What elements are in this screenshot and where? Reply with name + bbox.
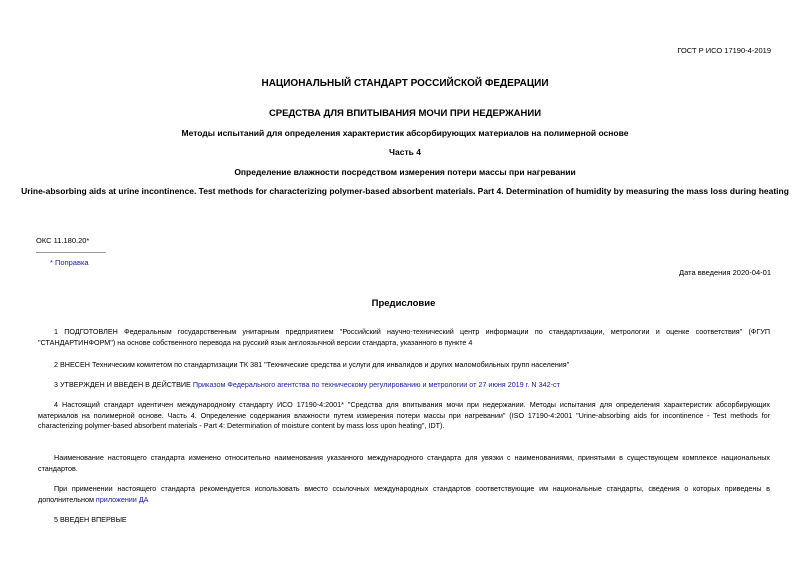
paragraph-text: При применении настоящего стандарта рекомендуется использовать вместо ссылочных международных стандартов соответствующие им национальные стандарты, сведения о которых приведены в дополнительном bbox=[38, 484, 770, 504]
preface-paragraph-1 bbox=[38, 327, 770, 348]
english-title: Urine-absorbing aids at urine incontinence. Test methods for characterizing polymer-based absorbent materials. Part 4. Determination of humidity by measuring the mass loss during heating bbox=[21, 186, 789, 196]
introduction-date: Дата введения 2020-04-01 bbox=[679, 268, 771, 277]
oks-code: ОКС 11.180.20* bbox=[36, 236, 90, 245]
appendix-da-link[interactable]: приложении ДА bbox=[95, 494, 149, 504]
part-subtitle: Определение влажности посредством измерения потери массы при нагревании bbox=[234, 167, 576, 177]
paragraph-text: Наименование настоящего стандарта изменено относительно наименования указанного международного стандарта для увязки с наименованиями, принятыми в существующем комплексе национальных стандартов. bbox=[38, 453, 770, 473]
paragraph-text: 5 ВВЕДЕН ВПЕРВЫЕ bbox=[54, 515, 127, 524]
footnote-divider bbox=[36, 252, 106, 253]
paragraph-text: 4 Настоящий стандарт идентичен международному стандарту ИСО 17190-4:2001* "Средства для впитывания мочи при недержании. Методы испытания для определения характеристик абсорбирующих материалов на полимерной основе. Часть 4. Определение содержания влажности путем измерения потери массы при нагревании" (ISO 17190-4:2001 "Urine-absorbing aids for incontinence - Test methods for characterizing polymer-based absorbent materials - Part 4: Determination of moisture content by mass loss upon heating", IDT). bbox=[38, 400, 770, 430]
paragraph-text: 3 УТВЕРЖДЕН И ВВЕДЕН В ДЕЙСТВИЕ bbox=[54, 380, 193, 389]
amendment-link[interactable]: * Поправка bbox=[50, 258, 89, 267]
methods-subtitle: Методы испытаний для определения характеристик абсорбирующих материалов на полимерной основе bbox=[181, 128, 629, 138]
part-number: Часть 4 bbox=[389, 147, 421, 157]
document-code: ГОСТ Р ИСО 17190-4-2019 bbox=[677, 46, 771, 55]
preface-paragraph-3 bbox=[38, 380, 770, 391]
paragraph-text: 2 ВНЕСЕН Техническим комитетом по стандартизации ТК 381 "Технические средства и услуги для инвалидов и других маломобильных групп населения" bbox=[54, 360, 570, 369]
standard-main-title: СРЕДСТВА ДЛЯ ВПИТЫВАНИЯ МОЧИ ПРИ НЕДЕРЖАНИИ bbox=[268, 108, 542, 119]
paragraph-text: 1 ПОДГОТОВЛЕН Федеральным государственным унитарным предприятием "Российский научно-технический центр информации по стандартизации, метрологии и оценке соответствия" (ФГУП "СТАНДАРТИНФОРМ") на основе собственного перевода на русский язык англоязычной версии стандарта, указанного в пункте 4 bbox=[38, 327, 770, 347]
preface-paragraph-7 bbox=[38, 515, 770, 526]
preface-paragraph-6 bbox=[38, 484, 770, 505]
preface-heading: Предисловие bbox=[371, 298, 436, 309]
preface-paragraph-5 bbox=[38, 453, 770, 474]
preface-paragraph-4 bbox=[38, 400, 770, 432]
preface-paragraph-2 bbox=[38, 360, 770, 371]
national-standard-title: НАЦИОНАЛЬНЫЙ СТАНДАРТ РОССИЙСКОЙ ФЕДЕРАЦИИ bbox=[261, 78, 549, 89]
approval-order-link[interactable]: Приказом Федерального агентства по техническому регулированию и метрологии от 27 июня 2019 г. N 342-ст bbox=[192, 380, 560, 389]
